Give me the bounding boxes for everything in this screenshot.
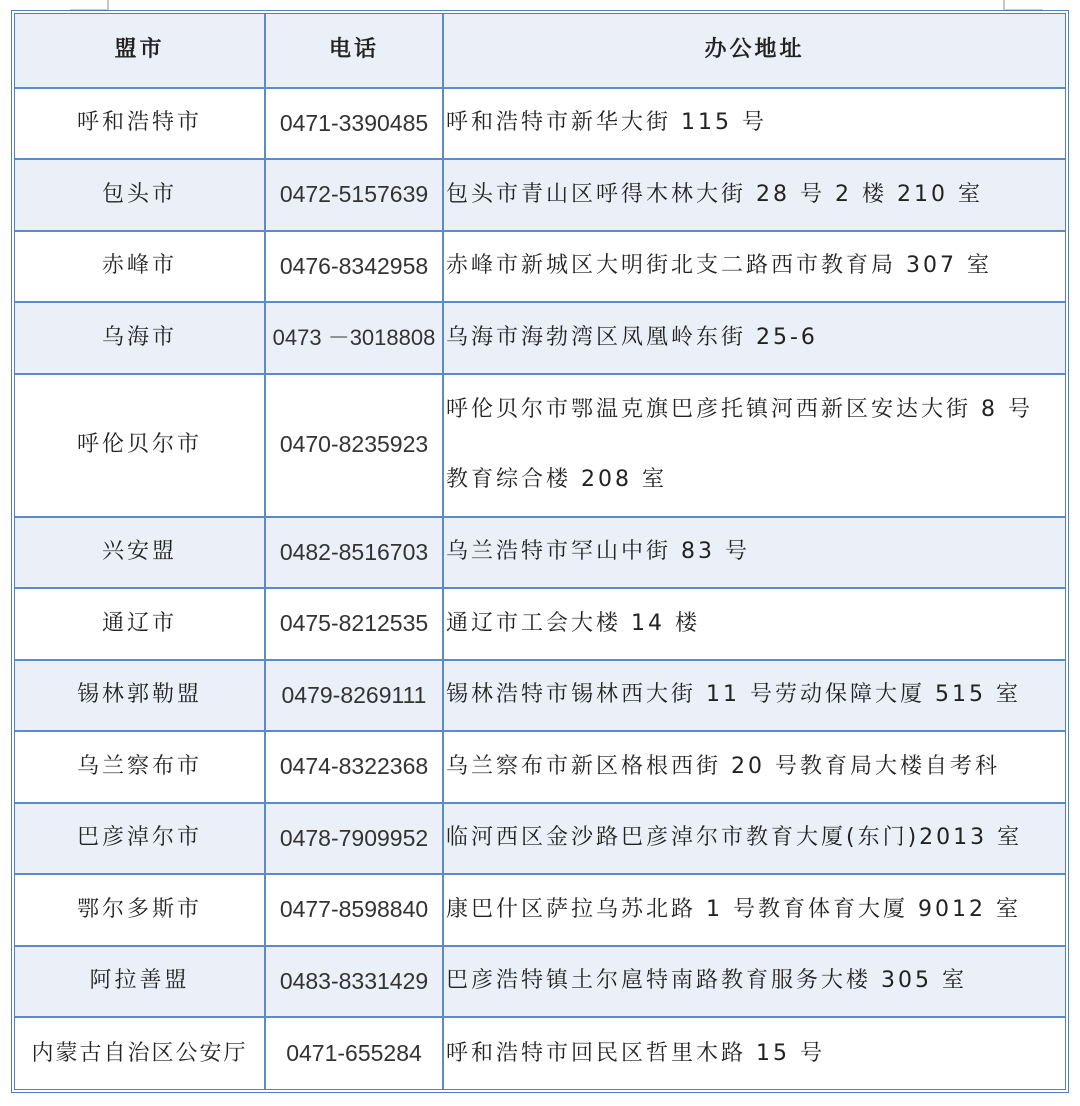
city-cell: 通辽市 xyxy=(15,588,265,660)
city-cell: 呼和浩特市 xyxy=(15,88,265,160)
phone-cell: 0482-8516703 xyxy=(265,517,443,589)
table-row xyxy=(15,231,1065,303)
table-row xyxy=(15,517,1065,589)
table-row xyxy=(15,159,1065,231)
address-cell: 乌兰浩特市罕山中街 83 号 xyxy=(443,517,1065,589)
city-cell: 包头市 xyxy=(15,159,265,231)
phone-cell: 0477-8598840 xyxy=(265,874,443,946)
header-city: 盟市 xyxy=(15,14,265,88)
table-row xyxy=(15,302,1065,374)
header-address: 办公地址 xyxy=(443,14,1065,88)
phone-cell: 0471-655284 xyxy=(265,1017,443,1089)
table-row xyxy=(15,660,1065,732)
crop-mark-top-right-v xyxy=(1003,0,1005,10)
city-cell: 锡林郭勒盟 xyxy=(15,660,265,732)
table-row xyxy=(15,374,1065,517)
table-row xyxy=(15,874,1065,946)
address-cell: 乌兰察布市新区格根西街 20 号教育局大楼自考科 xyxy=(443,731,1065,803)
city-cell: 巴彦淖尔市 xyxy=(15,803,265,875)
city-cell: 赤峰市 xyxy=(15,231,265,303)
table-header-row xyxy=(15,14,1065,88)
phone-cell: 0470-8235923 xyxy=(265,374,443,517)
city-cell: 阿拉善盟 xyxy=(15,946,265,1018)
address-cell: 通辽市工会大楼 14 楼 xyxy=(443,588,1065,660)
address-line-1: 呼伦贝尔市鄂温克旗巴彦托镇河西新区安达大街 8 号 xyxy=(446,397,1033,423)
address-line-2: 教育综合楼 208 室 xyxy=(446,467,667,493)
table-row xyxy=(15,1017,1065,1089)
address-cell: 赤峰市新城区大明街北支二路西市教育局 307 室 xyxy=(443,231,1065,303)
city-cell: 乌海市 xyxy=(15,302,265,374)
address-cell: 锡林浩特市锡林西大街 11 号劳动保障大厦 515 室 xyxy=(443,660,1065,732)
phone-cell: 0474-8322368 xyxy=(265,731,443,803)
header-phone: 电话 xyxy=(265,14,443,88)
phone-cell: 0476-8342958 xyxy=(265,231,443,303)
table-row xyxy=(15,803,1065,875)
table-row xyxy=(15,88,1065,160)
address-cell: 乌海市海勃湾区凤凰岭东街 25-6 xyxy=(443,302,1065,374)
address-cell: 包头市青山区呼得木林大街 28 号 2 楼 210 室 xyxy=(443,159,1065,231)
city-cell: 内蒙古自治区公安厅 xyxy=(15,1017,265,1089)
city-cell: 鄂尔多斯市 xyxy=(15,874,265,946)
phone-cell: 0471-3390485 xyxy=(265,88,443,160)
table-row xyxy=(15,588,1065,660)
phone-cell: 0483-8331429 xyxy=(265,946,443,1018)
contact-table xyxy=(15,14,1065,1089)
contact-table-frame xyxy=(11,10,1069,1093)
city-cell: 呼伦贝尔市 xyxy=(15,374,265,517)
phone-cell: 0472-5157639 xyxy=(265,159,443,231)
table-row xyxy=(15,731,1065,803)
city-cell: 乌兰察布市 xyxy=(15,731,265,803)
crop-mark-top-left-v xyxy=(107,0,109,10)
table-row xyxy=(15,946,1065,1018)
address-cell: 呼和浩特市回民区哲里木路 15 号 xyxy=(443,1017,1065,1089)
phone-cell: 0475-8212535 xyxy=(265,588,443,660)
city-cell: 兴安盟 xyxy=(15,517,265,589)
address-cell: 呼和浩特市新华大街 115 号 xyxy=(443,88,1065,160)
address-cell: 康巴什区萨拉乌苏北路 1 号教育体育大厦 9012 室 xyxy=(443,874,1065,946)
phone-cell: 0478-7909952 xyxy=(265,803,443,875)
address-cell xyxy=(443,374,1065,517)
phone-cell: 0473 －3018808 xyxy=(265,302,443,374)
address-cell: 临河西区金沙路巴彦淖尔市教育大厦(东门)2013 室 xyxy=(443,803,1065,875)
address-cell: 巴彦浩特镇土尔扈特南路教育服务大楼 305 室 xyxy=(443,946,1065,1018)
phone-cell: 0479-8269111 xyxy=(265,660,443,732)
